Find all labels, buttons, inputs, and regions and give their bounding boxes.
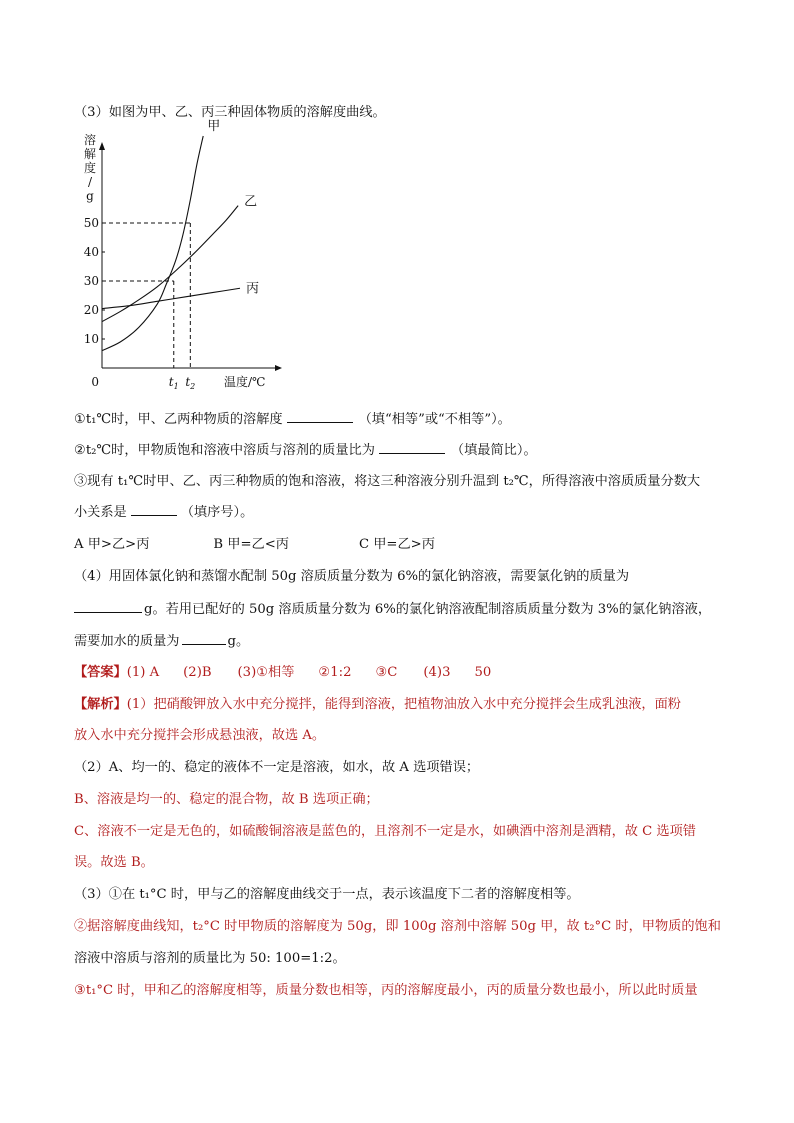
y-axis-label: g bbox=[86, 189, 94, 203]
analysis-label: 【解析】 bbox=[74, 697, 127, 712]
question-4-line2 bbox=[74, 600, 711, 619]
question-3-3-line2 bbox=[74, 503, 253, 522]
question-3-2-text: ②t₂℃时，甲物质饱和溶液中溶质与溶剂的质量比为 bbox=[74, 443, 375, 458]
question-4-line3-text: 需要加水的质量为 bbox=[74, 634, 180, 649]
question-3-2 bbox=[74, 441, 537, 460]
answer-item: (3)①相等 bbox=[237, 665, 295, 680]
x-tick-label: $t_2$ bbox=[185, 375, 196, 391]
series-label: 甲 bbox=[207, 119, 221, 134]
answer-row bbox=[74, 664, 491, 682]
answer-item: ③C bbox=[375, 665, 398, 680]
option-c: C 甲=乙>丙 bbox=[358, 537, 435, 552]
analysis-line: （2）A、均一的、稳定的液体不一定是溶液，如水，故 A 选项错误； bbox=[74, 760, 480, 775]
question-4-line3-hint: g。 bbox=[227, 634, 250, 649]
y-tick-label: 50 bbox=[83, 216, 99, 230]
x-axis-label: 温度/℃ bbox=[224, 375, 266, 389]
y-tick-label: 30 bbox=[83, 274, 99, 288]
question-3-1 bbox=[74, 410, 511, 429]
answer-blank-3-3 bbox=[131, 503, 177, 516]
option-b: B 甲=乙<丙 bbox=[213, 537, 289, 552]
answer-item: 50 bbox=[474, 665, 492, 680]
analysis-line: 溶液中溶质与溶剂的质量比为 50: 100=1:2。 bbox=[74, 951, 346, 966]
y-axis-label: 度 bbox=[83, 161, 97, 175]
y-axis-label: 溶 bbox=[83, 133, 97, 147]
answer-blank-4-2 bbox=[182, 632, 226, 645]
y-axis-label: 解 bbox=[83, 147, 97, 161]
question-4-line2-text: g。若用已配好的 50g 溶质质量分数为 6%的氯化钠溶液配制溶质质量分数为 3%的氯化钠溶液， bbox=[144, 602, 712, 617]
curve-bing bbox=[102, 288, 240, 308]
question-3-intro: （3）如图为甲、乙、丙三种固体物质的溶解度曲线。 bbox=[74, 105, 386, 120]
answer-item: ②1:2 bbox=[318, 665, 352, 680]
analysis-line: （3）①在 t₁°C 时，甲与乙的溶解度曲线交于一点，表示该温度下二者的溶解度相等。 bbox=[74, 887, 580, 902]
answer-item: (2)B bbox=[183, 665, 212, 680]
analysis-line: C、溶液不一定是无色的，如硫酸铜溶液是蓝色的，且溶剂不一定是水，如碘酒中溶剂是酒精，故 C 选项错 bbox=[74, 824, 696, 839]
series-label: 丙 bbox=[246, 281, 260, 297]
analysis-line: 放入水中充分搅拌会形成悬浊液，故选 A。 bbox=[74, 728, 326, 743]
answer-blank-4-1 bbox=[74, 600, 142, 613]
y-tick-label: 10 bbox=[83, 332, 99, 346]
analysis-line bbox=[74, 696, 681, 714]
question-3-3-hint: （填序号）。 bbox=[180, 505, 254, 520]
answer-blank-3-1 bbox=[287, 410, 353, 423]
answer-blank-3-2 bbox=[379, 441, 445, 454]
question-3-3-line1: ③现有 t₁℃时甲、乙、丙三种物质的饱和溶液，将这三种溶液分别升温到 t₂℃，所得溶液中溶质质量分数大 bbox=[74, 474, 701, 489]
answer-label: 【答案】 bbox=[74, 665, 127, 680]
analysis-line: B、溶液是均一的、稳定的混合物，故 B 选项正确； bbox=[74, 792, 379, 807]
y-tick-label: 40 bbox=[83, 245, 99, 259]
question-3-1-hint: （填“相等”或“不相等”）。 bbox=[358, 412, 511, 427]
y-axis-arrow bbox=[99, 142, 105, 150]
question-3-2-hint: （填最简比）。 bbox=[450, 443, 537, 458]
series-label: 乙 bbox=[244, 194, 258, 210]
answer-item: (4)3 bbox=[423, 665, 451, 680]
curve-jia bbox=[102, 136, 203, 351]
y-tick-label: 20 bbox=[83, 303, 99, 317]
analysis-line: ②据溶解度曲线知，t₂°C 时甲物质的溶解度为 50g，即 100g 溶剂中溶解 50g 甲，故 t₂°C 时，甲物质的饱和 bbox=[74, 919, 721, 934]
analysis-line: ③t₁°C 时，甲和乙的溶解度相等，质量分数也相等，丙的溶解度最小，丙的质量分数也最小，所以此时质量 bbox=[74, 983, 698, 998]
y-axis-label: / bbox=[87, 175, 93, 189]
solubility-chart bbox=[76, 119, 286, 394]
x-axis-arrow bbox=[275, 365, 282, 371]
question-3-1-text: ①t₁℃时，甲、乙两种物质的溶解度 bbox=[74, 412, 283, 427]
question-4-line3 bbox=[74, 632, 249, 651]
analysis-line: 误。故选 B。 bbox=[74, 855, 154, 870]
question-4-line1: （4）用固体氯化钠和蒸馏水配制 50g 溶质质量分数为 6%的氯化钠溶液，需要氯化钠的质量为 bbox=[74, 569, 630, 584]
answer-item: (1) A bbox=[126, 665, 160, 680]
question-3-3-text: 小关系是 bbox=[74, 505, 127, 520]
origin-label: 0 bbox=[91, 375, 99, 389]
option-a: A 甲>乙>丙 bbox=[74, 537, 150, 552]
analysis-text: (1）把硝酸钾放入水中充分搅拌，能得到溶液，把植物油放入水中充分搅拌会生成乳浊液，面粉 bbox=[126, 697, 681, 712]
x-tick-label: $t_1$ bbox=[168, 375, 179, 391]
curve-yi bbox=[102, 206, 238, 322]
options-row bbox=[74, 536, 435, 554]
